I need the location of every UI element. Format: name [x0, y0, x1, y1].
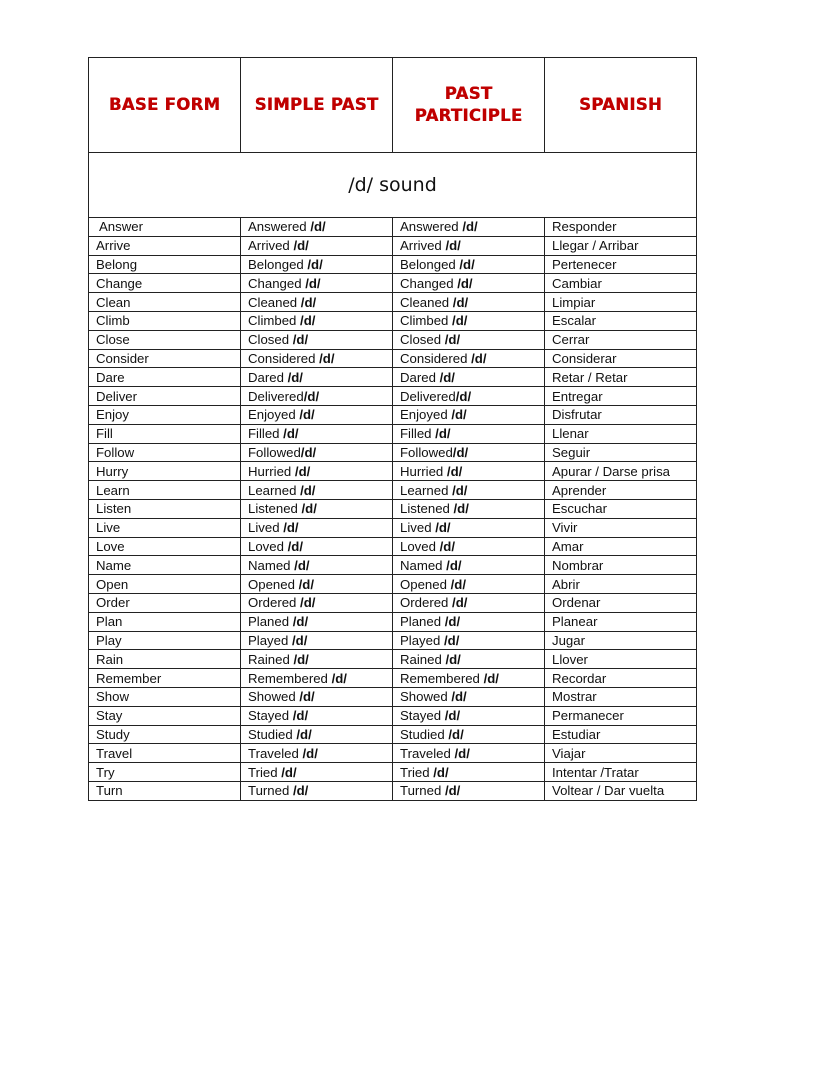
- spanish-cell: Limpiar: [545, 293, 697, 312]
- base-form-cell: Hurry: [89, 462, 241, 481]
- simple-past-word: Planed: [248, 614, 290, 630]
- spanish-cell: Llenar: [545, 424, 697, 443]
- spanish-cell: Estudiar: [545, 725, 697, 744]
- past-participle-word: Lived: [400, 520, 432, 536]
- simple-past-word: Tried: [248, 764, 278, 780]
- simple-past-word: Dared: [248, 369, 284, 385]
- base-form-cell: Dare: [89, 368, 241, 387]
- sound-marker: /d/: [440, 632, 460, 648]
- table-row: [89, 311, 697, 330]
- base-form-cell: Climb: [89, 311, 241, 330]
- simple-past-cell: [241, 405, 393, 424]
- spanish-cell: Cerrar: [545, 330, 697, 349]
- simple-past-cell: [241, 368, 393, 387]
- sound-marker: /d/: [289, 614, 309, 630]
- past-participle-cell: [393, 274, 545, 293]
- past-participle-cell: [393, 669, 545, 688]
- sound-marker: /d/: [448, 595, 468, 611]
- simple-past-word: Opened: [248, 576, 295, 592]
- sound-marker: /d/: [453, 275, 473, 291]
- spanish-cell: Planear: [545, 612, 697, 631]
- sound-marker: /d/: [306, 219, 326, 235]
- table-row: [89, 236, 697, 255]
- base-form-cell: Arrive: [89, 236, 241, 255]
- simple-past-word: Named: [248, 557, 291, 573]
- sound-marker: /d/: [452, 444, 469, 460]
- simple-past-cell: [241, 274, 393, 293]
- spanish-cell: Voltear / Dar vuelta: [545, 781, 697, 800]
- simple-past-cell: [241, 669, 393, 688]
- past-participle-cell: [393, 556, 545, 575]
- sound-marker: /d/: [467, 350, 487, 366]
- sound-marker: /d/: [446, 576, 466, 592]
- simple-past-word: Played: [248, 632, 289, 648]
- document-page: [88, 57, 696, 801]
- spanish-cell: Vivir: [545, 518, 697, 537]
- simple-past-word: Filled: [248, 426, 280, 442]
- simple-past-cell: [241, 706, 393, 725]
- spanish-cell: Seguir: [545, 443, 697, 462]
- simple-past-cell: [241, 499, 393, 518]
- spanish-cell: Jugar: [545, 631, 697, 650]
- past-participle-word: Followed: [400, 444, 453, 460]
- simple-past-cell: [241, 255, 393, 274]
- spanish-cell: Llegar / Arribar: [545, 236, 697, 255]
- past-participle-word: Studied: [400, 726, 445, 742]
- past-participle-cell: [393, 330, 545, 349]
- spanish-cell: Entregar: [545, 387, 697, 406]
- spanish-cell: Considerar: [545, 349, 697, 368]
- past-participle-cell: [393, 763, 545, 782]
- sound-marker: /d/: [315, 350, 335, 366]
- simple-past-cell: [241, 293, 393, 312]
- sound-marker: /d/: [441, 614, 461, 630]
- table-row: [89, 631, 697, 650]
- past-participle-word: Enjoyed: [400, 407, 448, 423]
- spanish-cell: Escuchar: [545, 499, 697, 518]
- simple-past-word: Considered: [248, 350, 316, 366]
- simple-past-word: Belonged: [248, 256, 304, 272]
- table-row: [89, 274, 697, 293]
- table-row: [89, 499, 697, 518]
- verb-table-body: [89, 153, 697, 801]
- table-row: [89, 612, 697, 631]
- spanish-cell: Aprender: [545, 481, 697, 500]
- past-participle-cell: [393, 612, 545, 631]
- header-past-participle: PAST PARTICIPLE: [393, 58, 545, 153]
- base-form-cell: Learn: [89, 481, 241, 500]
- simple-past-word: Cleaned: [248, 294, 298, 310]
- table-row: [89, 725, 697, 744]
- past-participle-word: Climbed: [400, 313, 449, 329]
- sound-marker: /d/: [448, 482, 468, 498]
- base-form-cell: Deliver: [89, 387, 241, 406]
- spanish-cell: Nombrar: [545, 556, 697, 575]
- sound-marker: /d/: [429, 764, 449, 780]
- past-participle-word: Played: [400, 632, 441, 648]
- sound-marker: /d/: [296, 595, 316, 611]
- past-participle-word: Ordered: [400, 595, 449, 611]
- simple-past-cell: [241, 593, 393, 612]
- past-participle-cell: [393, 236, 545, 255]
- simple-past-cell: [241, 781, 393, 800]
- simple-past-cell: [241, 218, 393, 237]
- spanish-cell: Recordar: [545, 669, 697, 688]
- past-participle-word: Named: [400, 557, 443, 573]
- sound-marker: /d/: [289, 332, 309, 348]
- simple-past-word: Showed: [248, 689, 296, 705]
- spanish-cell: Pertenecer: [545, 255, 697, 274]
- table-row: [89, 537, 697, 556]
- sound-marker: /d/: [441, 708, 461, 724]
- table-row: [89, 387, 697, 406]
- sound-marker: /d/: [279, 520, 299, 536]
- table-row: [89, 556, 697, 575]
- sound-marker: /d/: [289, 783, 309, 799]
- sound-marker: /d/: [441, 783, 461, 799]
- base-form-cell: Study: [89, 725, 241, 744]
- base-form-cell: Order: [89, 593, 241, 612]
- past-participle-cell: [393, 405, 545, 424]
- simple-past-word: Climbed: [248, 313, 297, 329]
- sound-marker: /d/: [301, 275, 321, 291]
- base-form-cell: Clean: [89, 293, 241, 312]
- sound-marker: /d/: [303, 256, 323, 272]
- spanish-cell: Apurar / Darse prisa: [545, 462, 697, 481]
- table-row: [89, 687, 697, 706]
- sound-marker: /d/: [297, 501, 317, 517]
- past-participle-word: Answered: [400, 219, 459, 235]
- table-row: [89, 650, 697, 669]
- spanish-cell: Responder: [545, 218, 697, 237]
- past-participle-word: Dared: [400, 369, 436, 385]
- simple-past-cell: [241, 650, 393, 669]
- table-row: [89, 744, 697, 763]
- past-participle-cell: [393, 293, 545, 312]
- simple-past-word: Stayed: [248, 708, 290, 724]
- sound-marker: /d/: [441, 651, 461, 667]
- past-participle-cell: [393, 387, 545, 406]
- past-participle-cell: [393, 424, 545, 443]
- past-participle-word: Rained: [400, 651, 442, 667]
- past-participle-cell: [393, 462, 545, 481]
- past-participle-word: Tried: [400, 764, 430, 780]
- table-row: [89, 293, 697, 312]
- past-participle-word: Arrived: [400, 238, 442, 254]
- past-participle-cell: [393, 650, 545, 669]
- simple-past-cell: [241, 631, 393, 650]
- simple-past-word: Enjoyed: [248, 407, 296, 423]
- table-row: [89, 218, 697, 237]
- table-row: [89, 330, 697, 349]
- past-participle-cell: [393, 311, 545, 330]
- sound-marker: /d/: [449, 294, 469, 310]
- simple-past-word: Studied: [248, 726, 293, 742]
- sound-marker: /d/: [479, 670, 499, 686]
- spanish-cell: Viajar: [545, 744, 697, 763]
- past-participle-word: Filled: [400, 426, 432, 442]
- past-participle-word: Listened: [400, 501, 450, 517]
- table-row: [89, 669, 697, 688]
- simple-past-cell: [241, 443, 393, 462]
- spanish-cell: Mostrar: [545, 687, 697, 706]
- simple-past-cell: [241, 687, 393, 706]
- spanish-cell: Permanecer: [545, 706, 697, 725]
- past-participle-word: Showed: [400, 689, 448, 705]
- table-row: [89, 424, 697, 443]
- past-participle-cell: [393, 537, 545, 556]
- base-form-cell: Follow: [89, 443, 241, 462]
- base-form-cell: Play: [89, 631, 241, 650]
- simple-past-word: Rained: [248, 651, 290, 667]
- past-participle-word: Planed: [400, 614, 442, 630]
- spanish-cell: Llover: [545, 650, 697, 669]
- sound-marker: /d/: [279, 426, 299, 442]
- simple-past-word: Ordered: [248, 595, 297, 611]
- sound-marker: /d/: [435, 538, 455, 554]
- past-participle-cell: [393, 218, 545, 237]
- simple-past-cell: [241, 311, 393, 330]
- sound-marker: /d/: [300, 444, 317, 460]
- past-participle-cell: [393, 368, 545, 387]
- simple-past-word: Lived: [248, 520, 280, 536]
- sound-marker: /d/: [455, 256, 475, 272]
- simple-past-cell: [241, 424, 393, 443]
- table-row: [89, 518, 697, 537]
- spanish-cell: Ordenar: [545, 593, 697, 612]
- simple-past-cell: [241, 612, 393, 631]
- past-participle-cell: [393, 518, 545, 537]
- sound-marker: /d/: [447, 689, 467, 705]
- past-participle-word: Learned: [400, 482, 449, 498]
- past-participle-word: Delivered: [400, 388, 456, 404]
- past-participle-word: Turned: [400, 783, 442, 799]
- simple-past-cell: [241, 387, 393, 406]
- table-row: [89, 405, 697, 424]
- sound-marker: /d/: [431, 520, 451, 536]
- past-participle-word: Opened: [400, 576, 447, 592]
- sound-marker: /d/: [298, 745, 318, 761]
- table-row: [89, 462, 697, 481]
- sound-marker: /d/: [295, 407, 315, 423]
- simple-past-cell: [241, 725, 393, 744]
- base-form-cell: Listen: [89, 499, 241, 518]
- spanish-cell: Retar / Retar: [545, 368, 697, 387]
- past-participle-cell: [393, 481, 545, 500]
- table-row: [89, 763, 697, 782]
- base-form-cell: Consider: [89, 349, 241, 368]
- simple-past-cell: [241, 349, 393, 368]
- sound-marker: /d/: [291, 463, 311, 479]
- simple-past-cell: [241, 556, 393, 575]
- table-row: [89, 593, 697, 612]
- sound-marker: /d/: [450, 745, 470, 761]
- past-participle-word: Stayed: [400, 708, 442, 724]
- base-form-cell: Live: [89, 518, 241, 537]
- sound-marker: /d/: [449, 501, 469, 517]
- sound-marker: /d/: [297, 294, 317, 310]
- simple-past-word: Closed: [248, 332, 290, 348]
- sound-marker: /d/: [294, 576, 314, 592]
- sound-marker: /d/: [327, 670, 347, 686]
- past-participle-word: Closed: [400, 332, 442, 348]
- sound-marker: /d/: [289, 238, 309, 254]
- simple-past-word: Remembered: [248, 670, 328, 686]
- simple-past-cell: [241, 518, 393, 537]
- past-participle-word: Traveled: [400, 745, 451, 761]
- simple-past-cell: [241, 481, 393, 500]
- past-participle-word: Considered: [400, 350, 468, 366]
- past-participle-word: Hurried: [400, 463, 444, 479]
- section-row: [89, 153, 697, 218]
- past-participle-word: Changed: [400, 275, 454, 291]
- base-form-cell: Change: [89, 274, 241, 293]
- spanish-cell: Abrir: [545, 575, 697, 594]
- past-participle-cell: [393, 781, 545, 800]
- simple-past-word: Listened: [248, 501, 298, 517]
- table-row: [89, 443, 697, 462]
- simple-past-cell: [241, 236, 393, 255]
- past-participle-cell: [393, 575, 545, 594]
- sound-marker: /d/: [290, 557, 310, 573]
- sound-marker: /d/: [296, 482, 316, 498]
- sound-marker: /d/: [289, 651, 309, 667]
- simple-past-cell: [241, 537, 393, 556]
- past-participle-cell: [393, 687, 545, 706]
- past-participle-cell: [393, 499, 545, 518]
- sound-marker: /d/: [441, 238, 461, 254]
- past-participle-cell: [393, 725, 545, 744]
- past-participle-word: Remembered: [400, 670, 480, 686]
- table-row: [89, 255, 697, 274]
- sound-marker: /d/: [455, 388, 472, 404]
- simple-past-word: Delivered: [248, 388, 304, 404]
- spanish-cell: Disfrutar: [545, 405, 697, 424]
- sound-marker: /d/: [458, 219, 478, 235]
- past-participle-cell: [393, 706, 545, 725]
- simple-past-word: Loved: [248, 538, 284, 554]
- sound-marker: /d/: [283, 538, 303, 554]
- base-form-cell: Enjoy: [89, 405, 241, 424]
- base-form-cell: Belong: [89, 255, 241, 274]
- sound-marker: /d/: [441, 332, 461, 348]
- sound-marker: /d/: [288, 632, 308, 648]
- base-form-cell: Stay: [89, 706, 241, 725]
- header-simple-past: SIMPLE PAST: [241, 58, 393, 153]
- past-participle-word: Cleaned: [400, 294, 450, 310]
- past-participle-cell: [393, 443, 545, 462]
- sound-marker: /d/: [289, 708, 309, 724]
- simple-past-cell: [241, 744, 393, 763]
- table-row: [89, 481, 697, 500]
- header-row: [89, 58, 697, 153]
- base-form-cell: Close: [89, 330, 241, 349]
- section-title: /d/ sound: [89, 153, 697, 218]
- simple-past-cell: [241, 575, 393, 594]
- table-row: [89, 349, 697, 368]
- sound-marker: /d/: [435, 369, 455, 385]
- base-form-cell: Open: [89, 575, 241, 594]
- base-form-cell: Plan: [89, 612, 241, 631]
- spanish-cell: Amar: [545, 537, 697, 556]
- table-row: [89, 575, 697, 594]
- simple-past-word: Hurried: [248, 463, 292, 479]
- table-row: [89, 706, 697, 725]
- sound-marker: /d/: [277, 764, 297, 780]
- base-form-cell: Fill: [89, 424, 241, 443]
- sound-marker: /d/: [447, 407, 467, 423]
- past-participle-cell: [393, 593, 545, 612]
- base-form-cell: Name: [89, 556, 241, 575]
- verb-table: [88, 57, 697, 801]
- sound-marker: /d/: [442, 557, 462, 573]
- base-form-cell: Remember: [89, 669, 241, 688]
- past-participle-word: Belonged: [400, 256, 456, 272]
- past-participle-cell: [393, 631, 545, 650]
- sound-marker: /d/: [295, 689, 315, 705]
- simple-past-word: Learned: [248, 482, 297, 498]
- sound-marker: /d/: [303, 388, 320, 404]
- header-spanish: SPANISH: [545, 58, 697, 153]
- sound-marker: /d/: [296, 313, 316, 329]
- simple-past-word: Followed: [248, 444, 301, 460]
- simple-past-word: Answered: [248, 219, 307, 235]
- base-form-cell: Try: [89, 763, 241, 782]
- past-participle-cell: [393, 744, 545, 763]
- sound-marker: /d/: [283, 369, 303, 385]
- simple-past-cell: [241, 462, 393, 481]
- base-form-cell: Love: [89, 537, 241, 556]
- table-row: [89, 368, 697, 387]
- simple-past-word: Traveled: [248, 745, 299, 761]
- table-row: [89, 781, 697, 800]
- base-form-cell: Travel: [89, 744, 241, 763]
- simple-past-cell: [241, 763, 393, 782]
- sound-marker: /d/: [292, 726, 312, 742]
- spanish-cell: Intentar /Tratar: [545, 763, 697, 782]
- header-base-form: BASE FORM: [89, 58, 241, 153]
- base-form-cell: Rain: [89, 650, 241, 669]
- simple-past-word: Changed: [248, 275, 302, 291]
- spanish-cell: Escalar: [545, 311, 697, 330]
- simple-past-word: Turned: [248, 783, 290, 799]
- past-participle-word: Loved: [400, 538, 436, 554]
- base-form-cell: Show: [89, 687, 241, 706]
- base-form-cell: Turn: [89, 781, 241, 800]
- past-participle-cell: [393, 255, 545, 274]
- sound-marker: /d/: [448, 313, 468, 329]
- base-form-cell: Answer: [89, 218, 241, 237]
- sound-marker: /d/: [444, 726, 464, 742]
- past-participle-cell: [393, 349, 545, 368]
- simple-past-cell: [241, 330, 393, 349]
- sound-marker: /d/: [431, 426, 451, 442]
- spanish-cell: Cambiar: [545, 274, 697, 293]
- sound-marker: /d/: [443, 463, 463, 479]
- simple-past-word: Arrived: [248, 238, 290, 254]
